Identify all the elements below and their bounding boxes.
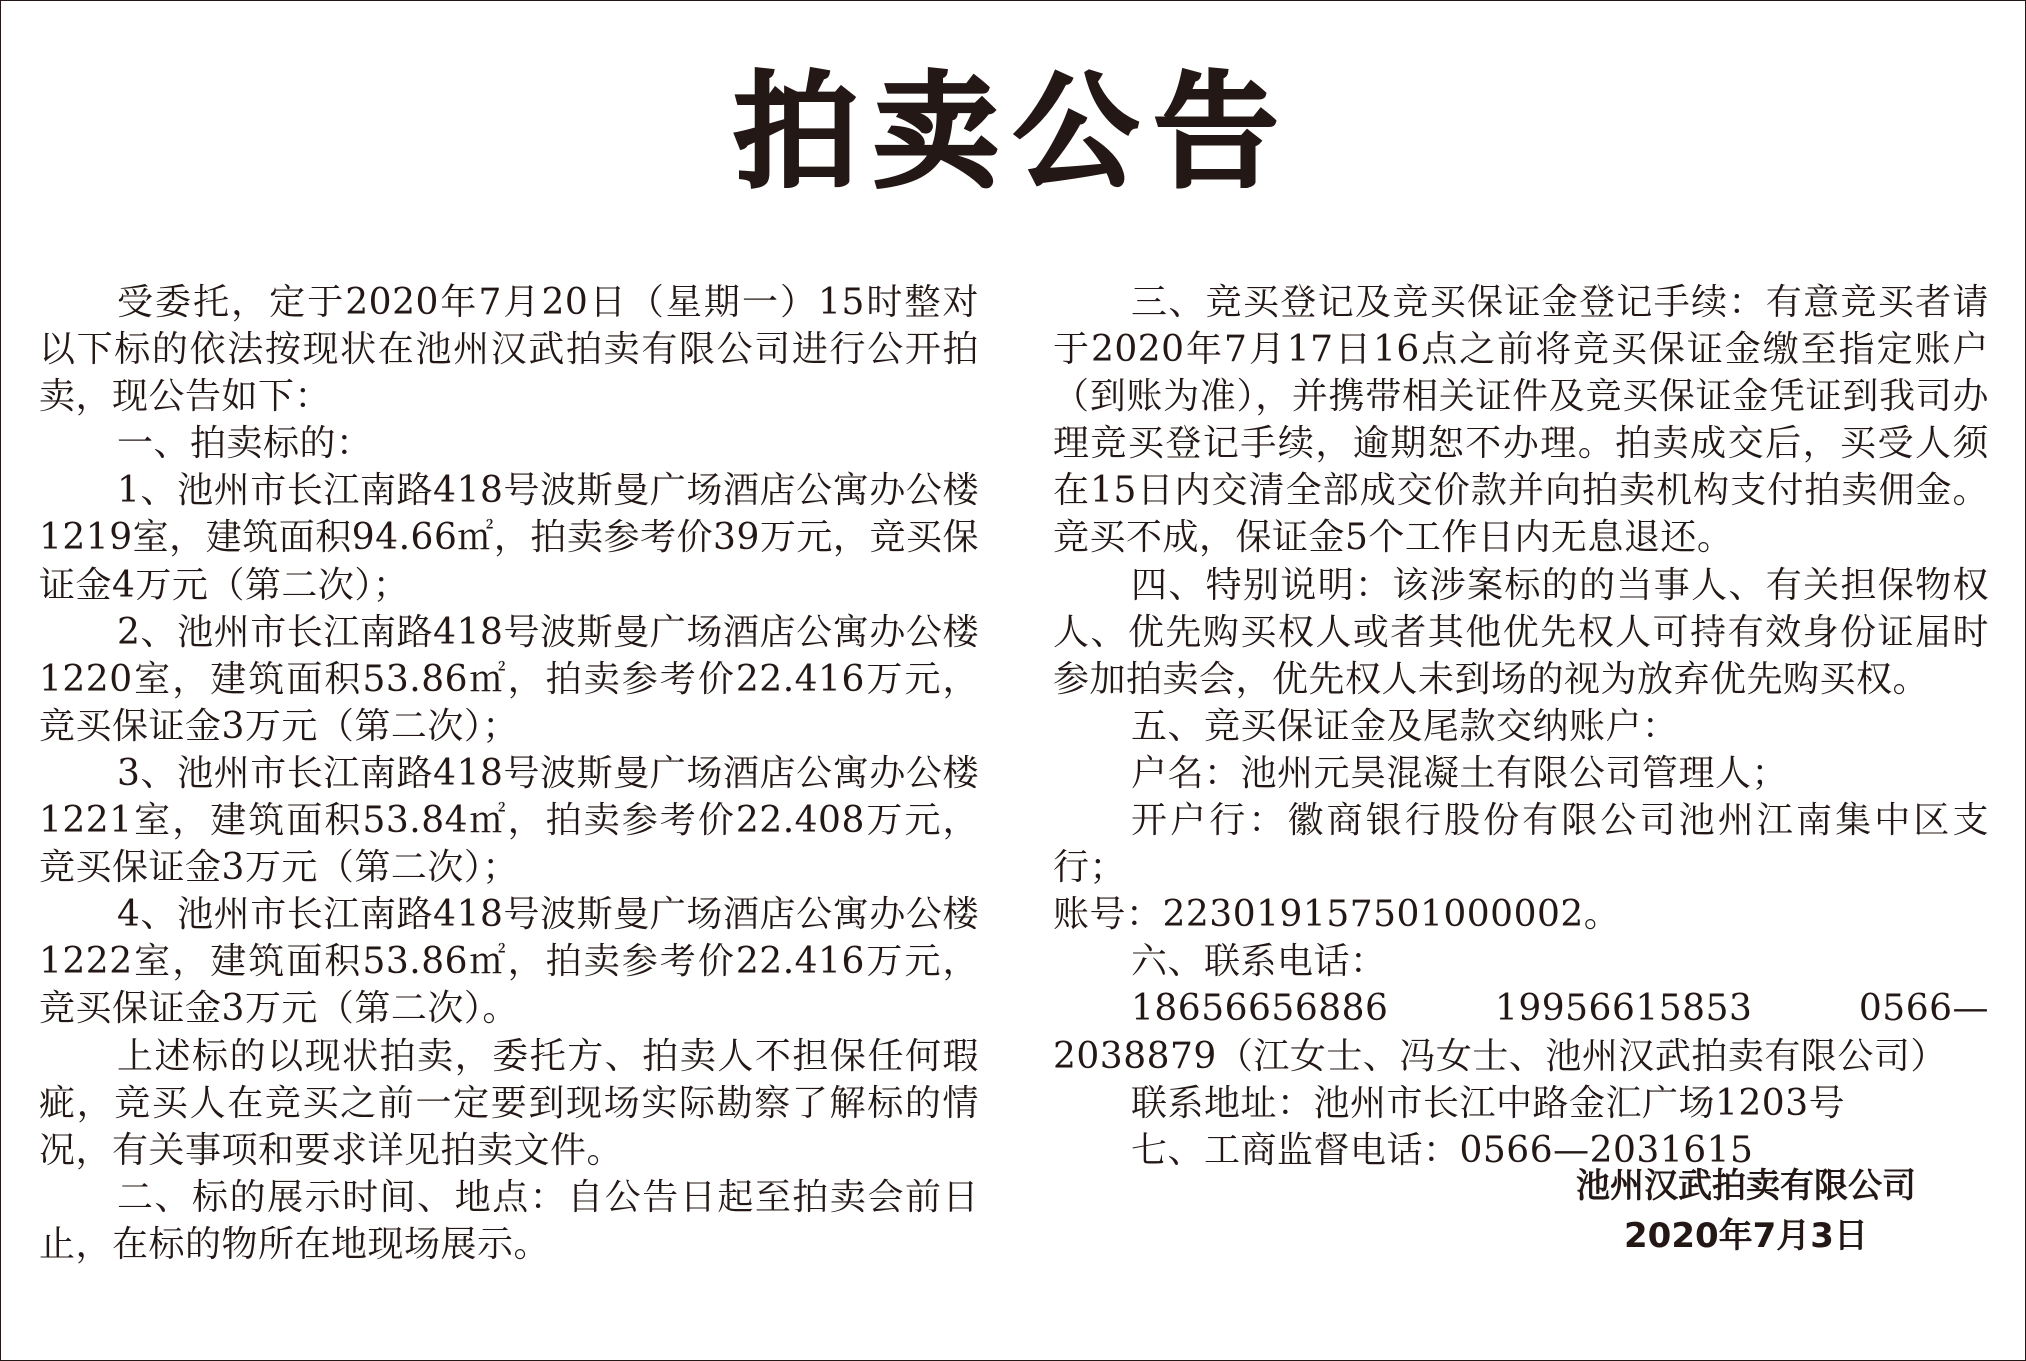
phone-numbers: 18656656886 19956615853 0566—2038879（江女士、冯女士、池州汉武拍卖有限公司） bbox=[1053, 988, 1989, 1077]
left-column bbox=[39, 279, 979, 1268]
section5-heading: 五、竞买保证金及尾款交纳账户： bbox=[1131, 705, 1679, 747]
bank-name: 开户行：徽商银行股份有限公司池州江南集中区支行； bbox=[1053, 800, 1989, 889]
lot-item: 4、池州市长江南路418号波斯曼广场酒店公寓办公楼1222室，建筑面积53.86㎡，拍卖参考价22.416万元，竞买保证金3万元（第二次）。 bbox=[39, 894, 979, 1030]
signature-company: 池州汉武拍卖有限公司 bbox=[1576, 1166, 1916, 1206]
lot-item: 3、池州市长江南路418号波斯曼广场酒店公寓办公楼1221室，建筑面积53.84㎡，拍卖参考价22.408万元，竞买保证金3万元（第二次）； bbox=[39, 752, 979, 889]
section1-heading: 一、拍卖标的： bbox=[117, 423, 373, 465]
disclaimer-paragraph: 上述标的以现状拍卖，委托方、拍卖人不担保任何瑕疵，竞买人在竞买之前一定要到现场实际勘察了解标的情况，有关事项和要求详见拍卖文件。 bbox=[39, 1035, 979, 1171]
section3-paragraph: 三、竞买登记及竞买保证金登记手续：有意竞买者请于2020年7月17日16点之前将竞买保证金缴至指定账户（到账为准），并携带相关证件及竞买保证金凭证到我司办理竞买登记手续，逾期恕不办理。拍卖成交后，买受人须在15日内交清全部成交价款并向拍卖机构支付拍卖佣金。竞买不成，保证金5个工作日内无息退还。 bbox=[1053, 282, 1989, 559]
lot-item: 1、池州市长江南路418号波斯曼广场酒店公寓办公楼1219室，建筑面积94.66㎡，拍卖参考价39万元，竞买保证金4万元（第二次）； bbox=[39, 470, 979, 606]
page-title: 拍卖公告 bbox=[733, 61, 1294, 205]
section2-paragraph: 二、标的展示时间、地点：自公告日起至拍卖会前日止，在标的物所在地现场展示。 bbox=[39, 1176, 979, 1265]
signature-block bbox=[1521, 1161, 1971, 1261]
section7-paragraph: 七、工商监督电话：0566—2031615 bbox=[1131, 1129, 1754, 1171]
account-name: 户名：池州元昊混凝土有限公司管理人； bbox=[1131, 752, 1789, 794]
section6-heading: 六、联系电话： bbox=[1131, 941, 1387, 983]
contact-address: 联系地址：池州市长江中路金汇广场1203号 bbox=[1131, 1082, 1846, 1124]
signature-date: 2020年7月3日 bbox=[1624, 1216, 1868, 1256]
account-number: 账号：223019157501000002。 bbox=[1053, 894, 1621, 936]
section4-paragraph: 四、特别说明：该涉案标的的当事人、有关担保物权人、优先购买权人或者其他优先权人可持有效身份证届时参加拍卖会，优先权人未到场的视为放弃优先购买权。 bbox=[1053, 564, 1989, 700]
right-column bbox=[1053, 279, 1989, 1174]
lot-item: 2、池州市长江南路418号波斯曼广场酒店公寓办公楼1220室，建筑面积53.86㎡，拍卖参考价22.416万元，竞买保证金3万元（第二次）； bbox=[39, 611, 979, 747]
intro-paragraph: 受委托，定于2020年7月20日（星期一）15时整对以下标的依法按现状在池州汉武拍卖有限公司进行公开拍卖，现公告如下： bbox=[39, 282, 979, 418]
